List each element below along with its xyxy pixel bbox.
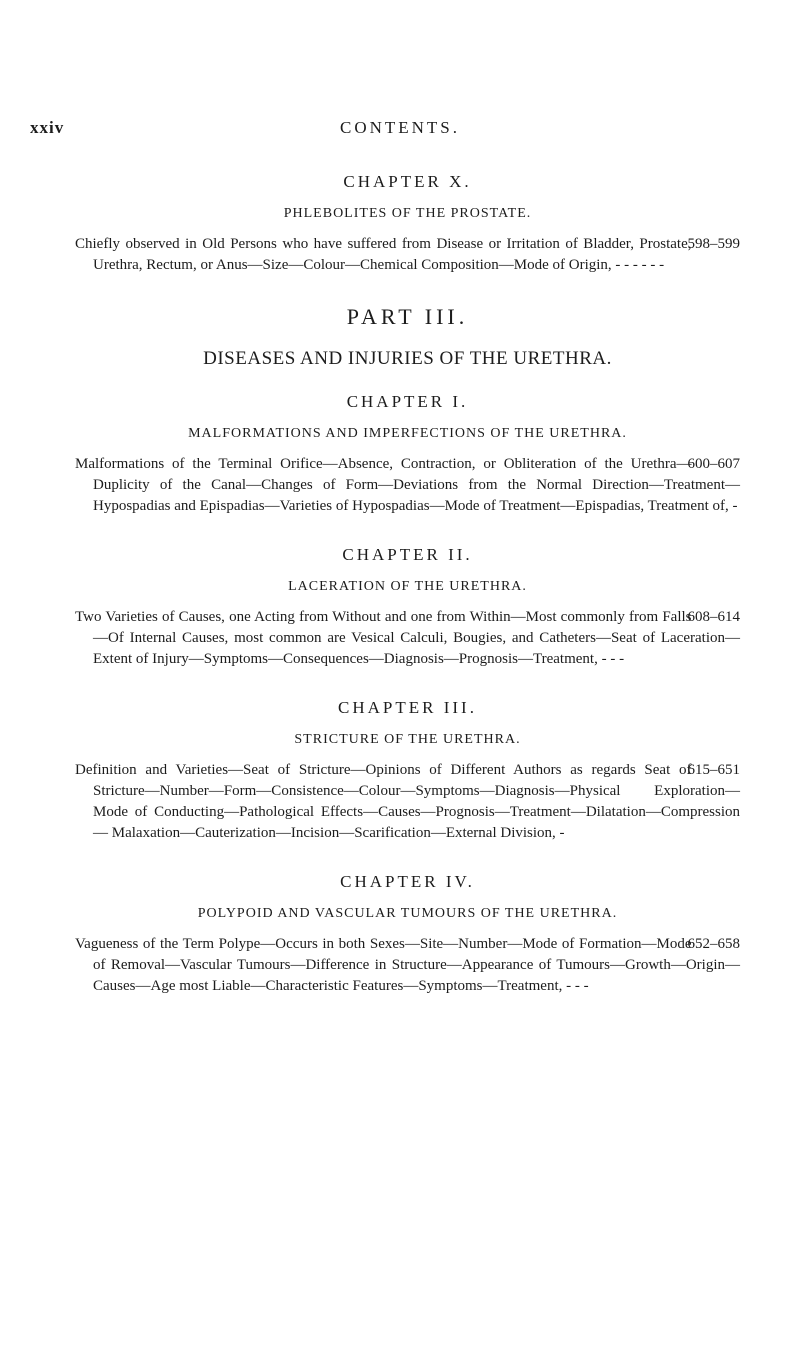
- chapter-heading: CHAPTER III.: [338, 698, 477, 717]
- chapter-heading: CHAPTER II.: [342, 545, 473, 564]
- chapter-subject: MALFORMATIONS AND IMPERFECTIONS OF THE URETHRA.: [188, 426, 627, 441]
- part-subject: DISEASES AND INJURIES OF THE URETHRA.: [203, 348, 612, 369]
- page-number: xxiv: [30, 118, 65, 137]
- chapter-iii-section: [75, 698, 740, 844]
- chapter-subject: STRICTURE OF THE URETHRA.: [294, 732, 521, 747]
- chapter-heading: CHAPTER X.: [343, 172, 472, 191]
- contents-body: [75, 172, 740, 1025]
- chapter-heading: CHAPTER I.: [346, 392, 469, 411]
- chapter-subject: PHLEBOLITES OF THE PROSTATE.: [283, 206, 532, 221]
- chapter-heading: CHAPTER IV.: [340, 872, 475, 891]
- summary-text: Vagueness of the Term Polype—Occurs in both Sexes—Site—Number—Mode of Formation—Mode of Removal—Vascular Tumours—Difference in Structure—Appearance of Tumours—Growth—Origin—Causes—Age most Liable—Characteristic Features—Symptoms—Treatment, - - -: [75, 936, 740, 994]
- summary-text: Two Varieties of Causes, one Acting from Without and one from Within—Most commonly from Falls—Of Internal Causes, most common are Vesical Calculi, Bougies, and Catheters—Seat of Laceration—Extent of Injury—Symptoms—Consequences—Diagnosis—Prognosis—Treatment, - - -: [75, 609, 740, 667]
- chapter-i-section: [75, 392, 740, 517]
- summary-text: Definition and Varieties—Seat of Stricture—Opinions of Different Authors as regards Seat of Stricture—Number—Form—Consistence—Colour—Symptoms—Diagnosis—Physical Exploration—Mode of Conducting—Pathological Effects—Causes—Prognosis—Treatment—Dilatation—Compression — Malaxation—Cauterization—Incision—Scarification—External Division, -: [75, 762, 740, 841]
- page-range: 615–651: [687, 762, 740, 778]
- chapter-summary: [75, 234, 740, 276]
- chapter-summary: [75, 934, 740, 997]
- page-range: 600–607: [687, 456, 740, 472]
- chapter-subject: LACERATION OF THE URETHRA.: [288, 579, 527, 594]
- running-head: [30, 118, 770, 142]
- chapter-x-section: [75, 172, 740, 276]
- chapter-summary: [75, 607, 740, 670]
- chapter-iv-section: [75, 872, 740, 997]
- part-heading: PART III.: [346, 304, 469, 329]
- running-title: CONTENTS.: [339, 118, 461, 137]
- chapter-ii-section: [75, 545, 740, 670]
- page-range: 608–614: [687, 609, 740, 625]
- summary-text: Malformations of the Terminal Orifice—Absence, Contraction, or Obliteration of the Urethra—Duplicity of the Canal—Changes of Form—Deviations from the Normal Direction—Treatment—Hypospadias and Epispadias—Varieties of Hypospadias—Mode of Treatment—Epispadias, Treatment of, -: [75, 456, 740, 514]
- chapter-summary: [75, 760, 740, 844]
- chapter-summary: [75, 454, 740, 517]
- page-range: 598–599: [687, 236, 740, 252]
- page-range: 652–658: [687, 936, 740, 952]
- chapter-subject: POLYPOID AND VASCULAR TUMOURS OF THE URETHRA.: [197, 906, 618, 921]
- summary-text: Chiefly observed in Old Persons who have suffered from Disease or Irritation of Bladder, Prostate, Urethra, Rectum, or Anus—Size—Colour—Chemical Composition—Mode of Origin, - - - - - -: [75, 236, 692, 273]
